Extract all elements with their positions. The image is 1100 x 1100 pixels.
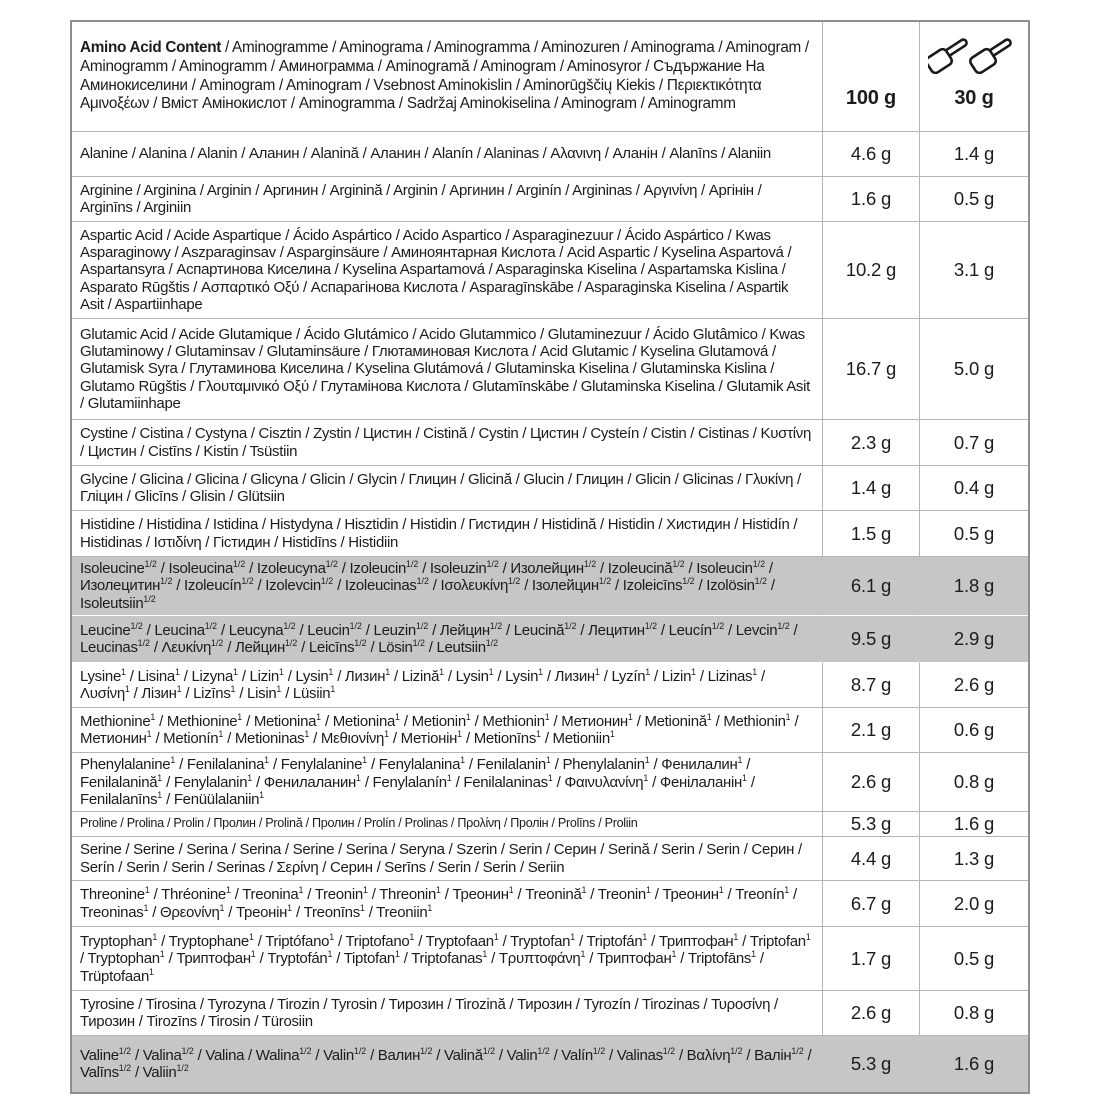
title-english: Amino Acid Content xyxy=(80,39,222,57)
amino-acid-name-cell xyxy=(72,616,822,663)
value-per-30g: 1.8 g xyxy=(919,557,1028,616)
value-per-100g: 1.6 g xyxy=(822,177,919,222)
value-per-100g: 1.5 g xyxy=(822,511,919,557)
value-per-30g: 0.4 g xyxy=(919,466,1028,511)
column-header-30g xyxy=(919,22,1028,132)
amino-acid-name-cell xyxy=(72,319,822,420)
amino-acid-name-cell xyxy=(72,753,822,812)
nutrition-label xyxy=(70,20,1030,1094)
amino-acid-name: Proline / Prolina / Prolin / Пролин / Prolină / Пролин / Prolín / Prolinas / Προλίνη / Пролін / Prolīns / Proliin xyxy=(80,817,638,831)
amino-acid-name-cell xyxy=(72,708,822,753)
value-per-30g: 3.1 g xyxy=(919,222,1028,319)
amino-acid-table xyxy=(70,20,1030,1094)
table-row xyxy=(72,177,1028,222)
amino-table-body xyxy=(72,132,1028,1092)
value-per-100g: 2.1 g xyxy=(822,708,919,753)
value-per-100g: 6.7 g xyxy=(822,881,919,927)
table-row xyxy=(72,420,1028,466)
value-per-100g: 2.3 g xyxy=(822,420,919,466)
column-header-100g xyxy=(822,22,919,132)
amino-acid-name-cell xyxy=(72,511,822,557)
amino-acid-name-cell xyxy=(72,132,822,177)
value-per-30g: 0.7 g xyxy=(919,420,1028,466)
value-per-30g: 0.5 g xyxy=(919,927,1028,991)
table-row xyxy=(72,1036,1028,1092)
amino-acid-name: Aspartic Acid / Acide Aspartique / Ácido Aspártico / Acido Aspartico / Asparaginezuur / Ácido Aspártico / Kwas Asparaginowy / Aszparaginsav / Asparginsäure / Аминоянтарная Кислота / Acid Aspartic / Kyselina Aspartová / Aspartansyra / Аспартинова Киселина / Kyselina Aspartamová / Asparaginska Kiselina / Aspartamska Kislina / Asparato Rūgštis / Ασπαρτικό Οξύ / Аспарагінова Кислота / Asparagīnskābe / Asparaginska Kiselina / Aspartik Asit / Aspartiinhape xyxy=(80,226,792,314)
amino-acid-name: Glutamic Acid / Acide Glutamique / Ácido Glutámico / Acido Glutammico / Glutaminezuur / Ácido Glutâmico / Kwas Glutaminowy / Glutaminsav / Glutaminsäure / Глютаминовая Кислота / Acid Glutamic / Kyselina Glutamová / Glutamisk Syra / Глутаминова Киселина / Kyselina Glutámová / Glutaminska Kiselina / Glutaminska Kislina / Glutamo Rūgštis / Γλουταμινικό Οξύ / Глутамінова Кислота / Glutamīnskābe / Glutaminska Kiselina / Glutamik Asit / Glutamiinhape xyxy=(80,325,810,413)
value-per-30g: 2.0 g xyxy=(919,881,1028,927)
value-per-100g: 6.1 g xyxy=(822,557,919,616)
amino-acid-name: Phenylalanine$^1$ / Fenilalanina$^1$ / Fenylalanine$^1$ / Fenylalanina$^1$ / Fenilalanin$^1$ / Phenylalanin$^1$ / Фенилалин$^1$ / Fenilalanină$^1$ / Fenylalanin$^1$ / Фенилаланин$^1$ / Fenylalanín$^1$ / Fenilalaninas$^1$ / Φαινυλανίνη$^1$ / Фенілаланін$^1$ / Fenilalanīns$^1$ / Fenüülalaniin$^1$ xyxy=(80,756,755,808)
amino-acid-name-cell xyxy=(72,927,822,991)
table-row xyxy=(72,557,1028,616)
amino-acid-name: Lysine$^1$ / Lisina$^1$ / Lizyna$^1$ / Lizin$^1$ / Lysin$^1$ / Лизин$^1$ / Lizină$^1$ / Lysin$^1$ / Lysin$^1$ / Лизин$^1$ / Lyzín$^1$ / Lizin$^1$ / Lizinas$^1$ / Λυσίνη$^1$ / Лізин$^1$ / Lizīns$^1$ / Lisin$^1$ / Lüsiin$^1$ xyxy=(80,667,765,703)
table-row xyxy=(72,812,1028,837)
column-label-100g: 100 g xyxy=(845,87,897,109)
amino-acid-name-cell xyxy=(72,1036,822,1092)
amino-acid-name: Alanine / Alanina / Alanin / Аланин / Alanină / Аланин / Alanín / Alaninas / Αλανινη / Аланін / Alanīns / Alaniin xyxy=(80,145,771,163)
value-per-100g: 1.7 g xyxy=(822,927,919,991)
amino-acid-name: Isoleucine$^{1/2}$ / Isoleucina$^{1/2}$ / Izoleucyna$^{1/2}$ / Izoleucin$^{1/2}$ / Isoleuzin$^{1/2}$ / Изолейцин$^{1/2}$ / Izoleucină$^{1/2}$ / Isoleucin$^{1/2}$ / Изолецитин$^{1/2}$ / Izoleucín$^{1/2}$ / Izolevcin$^{1/2}$ / Izoleucinas$^{1/2}$ / Ισολευκίνη$^{1/2}$ / Ізолейцин$^{1/2}$ / Izoleicīns$^{1/2}$ / Izolösin$^{1/2}$ / Isoleutsiin$^{1/2}$ xyxy=(80,560,775,612)
value-per-30g: 0.6 g xyxy=(919,708,1028,753)
amino-acid-name-cell xyxy=(72,177,822,222)
value-per-30g: 2.9 g xyxy=(919,616,1028,663)
value-per-100g: 4.4 g xyxy=(822,837,919,881)
table-row xyxy=(72,466,1028,511)
table-title-cell xyxy=(72,22,822,132)
value-per-100g: 5.3 g xyxy=(822,1036,919,1092)
value-per-100g: 16.7 g xyxy=(822,319,919,420)
value-per-30g: 5.0 g xyxy=(919,319,1028,420)
table-row xyxy=(72,753,1028,812)
amino-acid-name: Cystine / Cistina / Cystyna / Cisztin / Zystin / Цистин / Cistină / Cystin / Цистин / Cysteín / Cistin / Cistinas / Κυστίνη / Цистин / Cistīns / Kistin / Tsüstiin xyxy=(80,425,812,460)
amino-acid-name: Leucine$^{1/2}$ / Leucina$^{1/2}$ / Leucyna$^{1/2}$ / Leucin$^{1/2}$ / Leuzin$^{1/2}$ / Лейцин$^{1/2}$ / Leucină$^{1/2}$ / Лецитин$^{1/2}$ / Leucín$^{1/2}$ / Levcin$^{1/2}$ / Leucinas$^{1/2}$ / Λευκίνη$^{1/2}$ / Лейцин$^{1/2}$ / Leicīns$^{1/2}$ / Lösin$^{1/2}$ / Leutsiin$^{1/2}$ xyxy=(80,621,798,657)
table-row xyxy=(72,927,1028,991)
table-row xyxy=(72,663,1028,708)
table-row xyxy=(72,222,1028,319)
table-row xyxy=(72,837,1028,881)
amino-acid-name: Histidine / Histidina / Istidina / Histydyna / Hisztidin / Histidin / Гистидин / Histidină / Histidin / Хистидин / Histidín / Histidinas / Ιστιδίνη / Гістидин / Histidīns / Histidiin xyxy=(80,516,798,551)
value-per-30g: 0.5 g xyxy=(919,511,1028,557)
amino-acid-name: Arginine / Arginina / Arginin / Аргинин / Arginină / Arginin / Аргинин / Arginín / Argininas / Αργινίνη / Аргінін / Arginīns / Arginiin xyxy=(80,181,762,216)
value-per-100g: 2.6 g xyxy=(822,753,919,812)
measuring-scoops-icon xyxy=(928,24,1020,87)
table-row xyxy=(72,616,1028,663)
value-per-100g: 2.6 g xyxy=(822,991,919,1036)
amino-acid-name-cell xyxy=(72,991,822,1036)
table-header-row xyxy=(72,22,1028,132)
amino-acid-name-cell xyxy=(72,466,822,511)
amino-acid-name-cell xyxy=(72,881,822,927)
table-row xyxy=(72,319,1028,420)
value-per-100g: 9.5 g xyxy=(822,616,919,663)
table-title xyxy=(80,39,812,114)
amino-acid-name: Methionine$^1$ / Methionine$^1$ / Metionina$^1$ / Metionina$^1$ / Metionin$^1$ / Methionin$^1$ / Метионин$^1$ / Metionină$^1$ / Methionin$^1$ / Метионин$^1$ / Metionín$^1$ / Metioninas$^1$ / Μεθιονίνη$^1$ / Метіонін$^1$ / Metionīns$^1$ / Metioniin$^1$ xyxy=(80,712,799,748)
amino-acid-name-cell xyxy=(72,222,822,319)
value-per-30g: 1.6 g xyxy=(919,1036,1028,1092)
value-per-100g: 4.6 g xyxy=(822,132,919,177)
amino-acid-name-cell xyxy=(72,420,822,466)
amino-acid-name-cell xyxy=(72,837,822,881)
amino-acid-name: Valine$^{1/2}$ / Valina$^{1/2}$ / Valina / Walina$^{1/2}$ / Valin$^{1/2}$ / Валин$^{1/2}$ / Valină$^{1/2}$ / Valin$^{1/2}$ / Valín$^{1/2}$ / Valinas$^{1/2}$ / Βαλίνη$^{1/2}$ / Валін$^{1/2}$ / Valīns$^{1/2}$ / Valiin$^{1/2}$ xyxy=(80,1046,812,1082)
value-per-30g: 0.5 g xyxy=(919,177,1028,222)
table-row xyxy=(72,132,1028,177)
value-per-30g: 1.3 g xyxy=(919,837,1028,881)
value-per-30g: 0.8 g xyxy=(919,991,1028,1036)
title-translations: / Aminogramme / Aminograma / Aminogramma / Aminozuren / Aminograma / Aminogram / Aminogramm / Aminogramm / Аминограмма / Aminogramă / Aminogram / Aminosyror / Съдържание На Аминокиселини / Aminogram / Aminogram / Vsebnost Aminokislin / Aminorūgščių Kiekis / Περιεκτικότητα Αμινοξέων / Вміст Амінокислот / Aminogramma / Sadržaj Aminokiselina / Aminogram / Aminogramm xyxy=(80,39,809,113)
table-row xyxy=(72,511,1028,557)
table-row xyxy=(72,881,1028,927)
amino-acid-name: Glycine / Glicina / Glicina / Glicyna / Glicin / Glycin / Глицин / Glicină / Glucin / Глицин / Glicin / Glicinas / Γλυκίνη / Гліцин / Glicīns / Glisin / Glütsiin xyxy=(80,470,801,505)
value-per-100g: 1.4 g xyxy=(822,466,919,511)
value-per-100g: 5.3 g xyxy=(822,812,919,837)
column-label-30g: 30 g xyxy=(954,87,994,109)
amino-acid-name: Tyrosine / Tirosina / Tyrozyna / Tirozin / Tyrosin / Тирозин / Tirozină / Тирозин / Tyrozín / Tirozinas / Τυροσίνη / Тирозин / Tirozīns / Tirosin / Türosiin xyxy=(80,995,778,1031)
amino-acid-name: Threonine$^1$ / Thréonine$^1$ / Treonina$^1$ / Treonin$^1$ / Threonin$^1$ / Треонин$^1$ / Treonină$^1$ / Treonin$^1$ / Треонин$^1$ / Treonín$^1$ / Treoninas$^1$ / Θρεονίνη$^1$ / Треонін$^1$ / Treonīns$^1$ / Treoniin$^1$ xyxy=(80,886,797,921)
table-row xyxy=(72,708,1028,753)
value-per-30g: 2.6 g xyxy=(919,663,1028,708)
value-per-30g: 1.6 g xyxy=(919,812,1028,837)
value-per-30g: 0.8 g xyxy=(919,753,1028,812)
amino-acid-name-cell xyxy=(72,663,822,708)
value-per-100g: 8.7 g xyxy=(822,663,919,708)
amino-acid-name: Serine / Serine / Serina / Serina / Serine / Serina / Seryna / Szerin / Serin / Серин / Serină / Serin / Serin / Серин / Serín / Serin / Serin / Serinas / Σερίνη / Серин / Serīns / Serin / Serin / Seriin xyxy=(80,841,802,876)
amino-acid-name-cell xyxy=(72,812,822,837)
amino-acid-name: Tryptophan$^1$ / Tryptophane$^1$ / Triptófano$^1$ / Triptofano$^1$ / Tryptofaan$^1$ / Tryptofan$^1$ / Triptofán$^1$ / Триптофан$^1$ / Triptofan$^1$ / Tryptophan$^1$ / Триптофан$^1$ / Tryptofán$^1$ / Tiptofan$^1$ / Triptofanas$^1$ / Τρυπτοφάνη$^1$ / Триптофан$^1$ / Triptofāns$^1$ / Trüptofaan$^1$ xyxy=(80,932,811,985)
table-row xyxy=(72,991,1028,1036)
value-per-30g: 1.4 g xyxy=(919,132,1028,177)
amino-acid-name-cell xyxy=(72,557,822,616)
value-per-100g: 10.2 g xyxy=(822,222,919,319)
